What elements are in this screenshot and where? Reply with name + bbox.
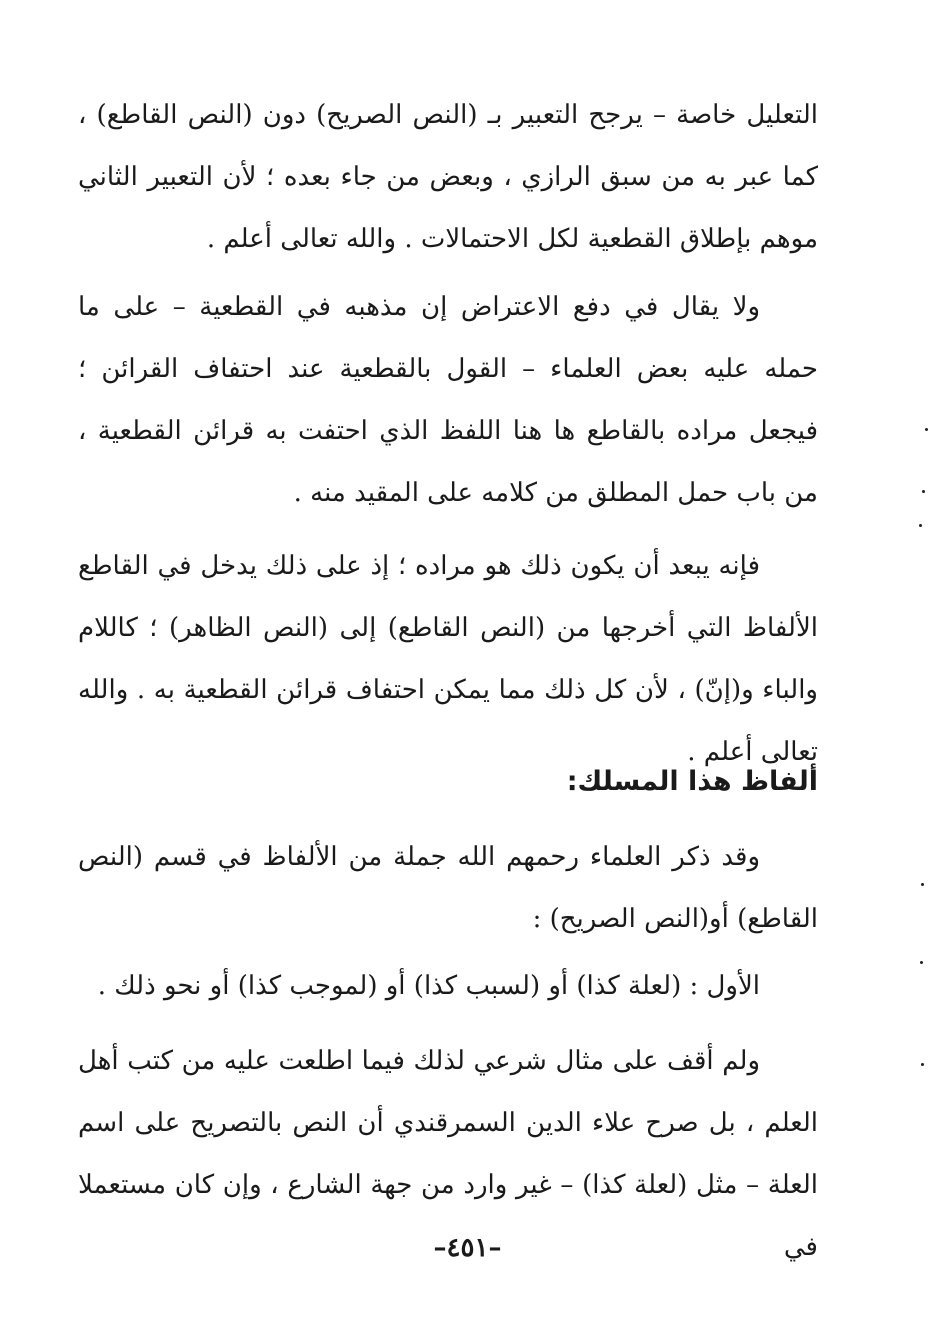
paragraph-2-text: ولا يقال في دفع الاعتراض إن مذهبه في القطعية – على ما حمله عليه بعض العلماء – القول بالقطعية عند احتفاف القرائن ؛ فيجعل مراده بالقاطع ها هنا اللفظ الذي احتفت به قرائن القطعية ، من باب حمل المطلق من كلامه على المقيد منه . xyxy=(78,292,818,508)
paragraph-3-text: فإنه يبعد أن يكون ذلك هو مراده ؛ إذ على ذلك يدخل في القاطع الألفاظ التي أخرجها من (النص القاطع) إلى (النص الظاهر) ؛ كاللام والباء و(إنّ) ، لأن كل ذلك مما يمكن احتفاف قرائن القطعية به . والله تعالى أعلم . xyxy=(78,551,818,767)
scan-speck xyxy=(922,490,925,493)
scan-speck xyxy=(920,961,923,964)
scan-speck xyxy=(921,883,924,886)
section-heading: ألفاظ هذا المسلك: xyxy=(566,766,818,797)
paragraph-6-text: ولم أقف على مثال شرعي لذلك فيما اطلعت عليه من كتب أهل العلم ، بل صرح علاء الدين السمرقندي أن النص بالتصريح على اسم العلة – مثل (لعلة كذا) – غير وارد من جهة الشارع ، وإن كان مستعملا في xyxy=(78,1046,818,1262)
paragraph-5 xyxy=(78,955,818,1017)
scan-speck xyxy=(925,428,928,431)
paragraph-5-text: الأول : (لعلة كذا) أو (لسبب كذا) أو (لموجب كذا) أو نحو ذلك . xyxy=(97,971,760,1001)
scan-speck xyxy=(921,1063,924,1066)
paragraph-4 xyxy=(78,826,818,950)
scan-speck xyxy=(919,524,922,527)
paragraph-4-text: وقد ذكر العلماء رحمهم الله جملة من الألفاظ في قسم (النص القاطع) أو(النص الصريح) : xyxy=(78,842,818,934)
paragraph-1: التعليل خاصة – يرجح التعبير بـ (النص الصريح) دون (النص القاطع) ، كما عبر به من سبق الرازي ، وبعض من جاء بعده ؛ لأن التعبير الثاني موهم بإطلاق القطعية لكل الاحتمالات . والله تعالى أعلم . xyxy=(78,100,818,254)
paragraph-2 xyxy=(78,276,818,524)
page-number: –٤٥١– xyxy=(433,1233,502,1263)
paragraph-3 xyxy=(78,535,818,783)
